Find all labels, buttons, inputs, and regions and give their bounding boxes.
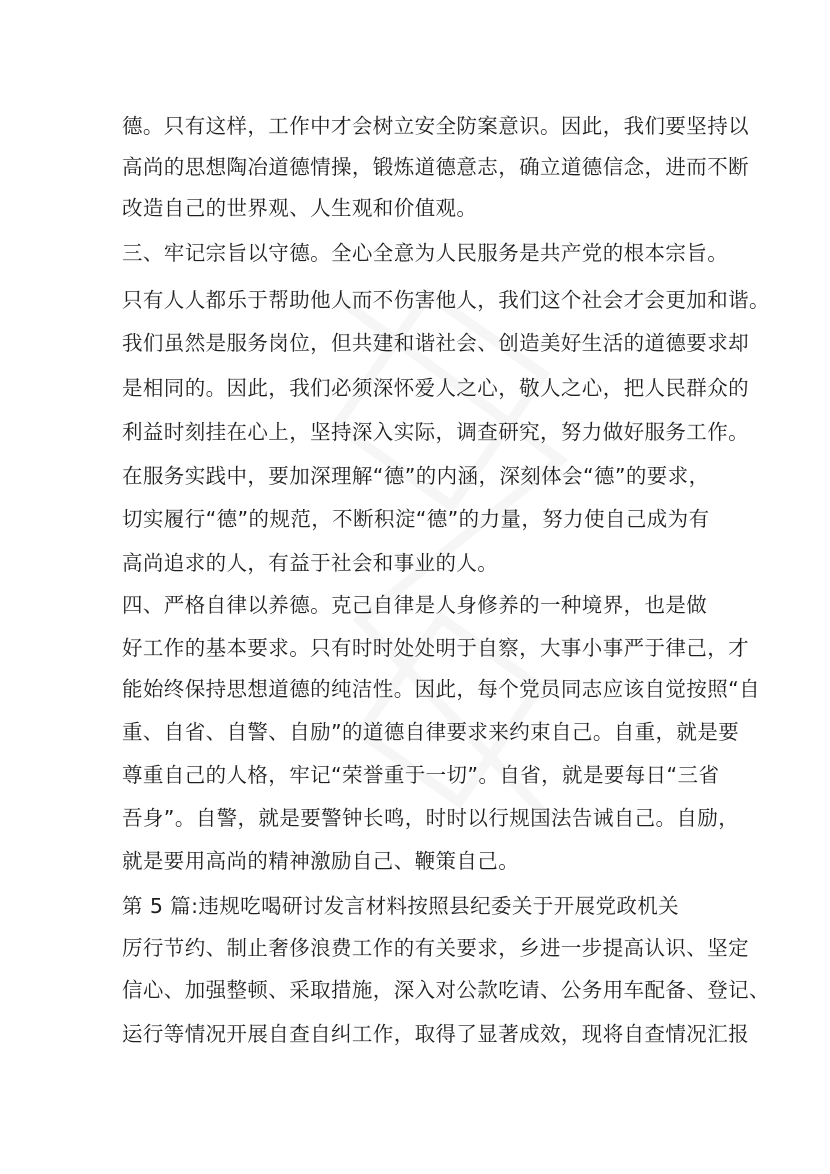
text-line: 厉行节约、制止奢侈浪费工作的有关要求，乡进一步提高认识、坚定 bbox=[122, 936, 749, 960]
text-line: 就是要用高尚的精神激励自己、鞭策自己。 bbox=[122, 849, 520, 873]
text-line: 重、自省、自警、自励”的道德自律要求来约束自己。自重，就是要 bbox=[122, 720, 740, 744]
text-line: 切实履行“德”的规范，不断积淀“德”的力量，努力使自己成为有 bbox=[122, 507, 710, 531]
text-line: 改造自己的世界观、人生观和价值观。 bbox=[122, 196, 478, 220]
text-line: 德。只有这样，工作中才会树立安全防案意识。因此，我们要坚持以 bbox=[122, 114, 749, 138]
text-line: 高尚追求的人，有益于社会和事业的人。 bbox=[122, 551, 499, 575]
text-line: 运行等情况开展自查自纠工作，取得了显著成效，现将自查情况汇报 bbox=[122, 1022, 749, 1046]
text-line: 在服务实践中，要加深理解“德”的内涵，深刻体会“德”的要求， bbox=[122, 464, 710, 488]
text-line: 是相同的。因此，我们必须深怀爱人之心，敬人之心，把人民群众的 bbox=[122, 376, 749, 400]
text-line: 吾身”。自警，就是要警钟长鸣，时时以行规国法告诫自己。自励， bbox=[122, 806, 740, 830]
text-line: 第 5 篇:违规吃喝研讨发言材料按照县纪委关于开展党政机关 bbox=[122, 894, 680, 918]
text-line: 能始终保持思想道德的纯洁性。因此，每个党员同志应该自觉按照“自 bbox=[122, 677, 761, 701]
text-line: 尊重自己的人格，牢记“荣誉重于一切”。自省，就是要每日“三省 bbox=[122, 763, 720, 787]
text-line: 只有人人都乐于帮助他人而不伤害他人，我们这个社会才会更加和谐。 bbox=[122, 288, 770, 312]
text-line: 利益时刻挂在心上，坚持深入实际，调查研究，努力做好服务工作。 bbox=[122, 420, 749, 444]
text-line: 高尚的思想陶冶道德情操，锻炼道德意志，确立道德信念，进而不断 bbox=[122, 155, 749, 179]
text-line: 信心、加强整顿、采取措施，深入对公款吃请、公务用车配备、登记、 bbox=[122, 978, 770, 1002]
text-line: 四、严格自律以养德。克己自律是人身修养的一种境界，也是做 bbox=[122, 593, 708, 617]
text-line: 三、牢记宗旨以守德。全心全意为人民服务是共产党的根本宗旨。 bbox=[122, 241, 729, 265]
text-line: 我们虽然是服务岗位，但共建和谐社会、创造美好生活的道德要求却 bbox=[122, 331, 749, 355]
text-line: 好工作的基本要求。只有时时处处明于自察，大事小事严于律己，才 bbox=[122, 636, 749, 660]
